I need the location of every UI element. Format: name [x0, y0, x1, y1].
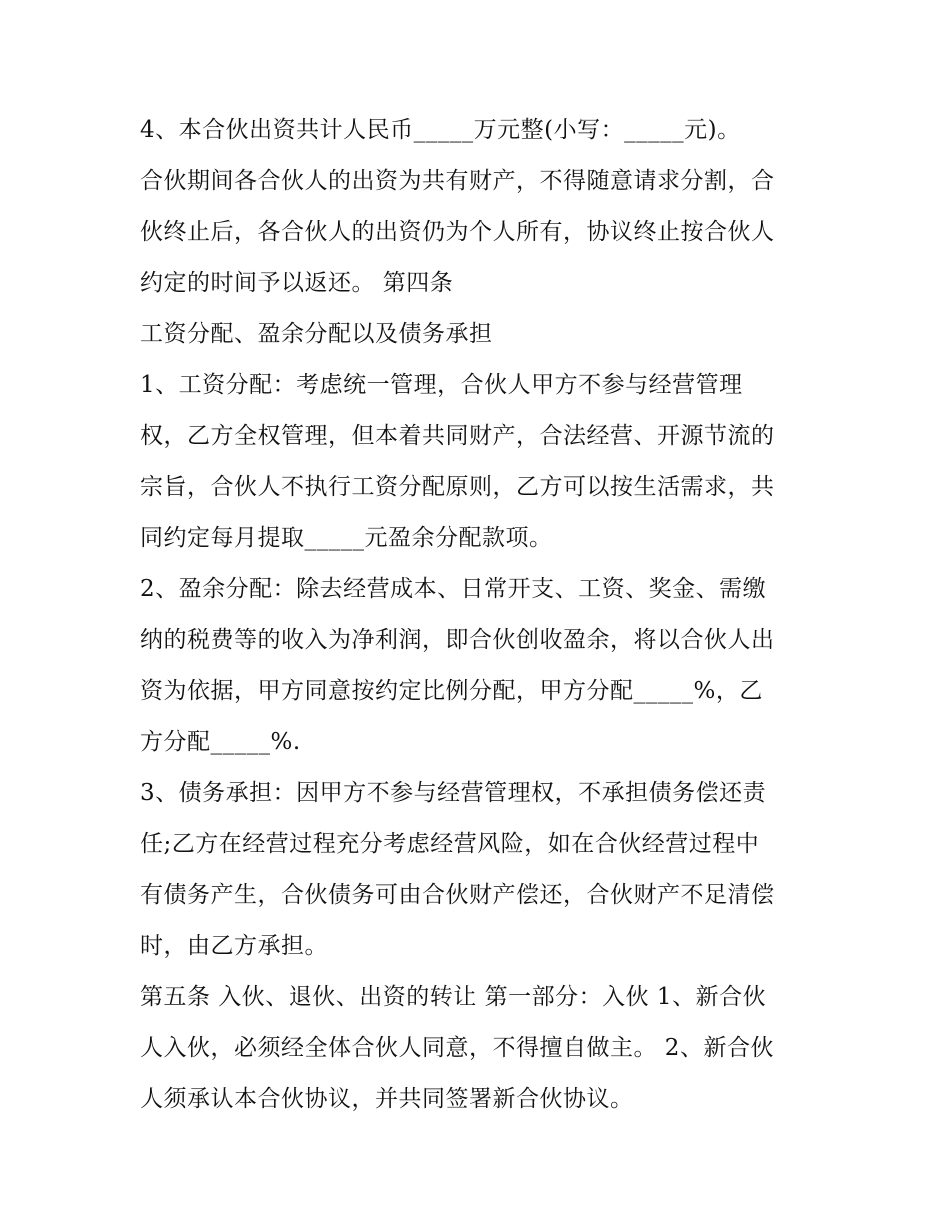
text-line: 权，乙方全权管理，但本着共同财产，合法经营、开源节流的 [140, 423, 775, 449]
text-line: 资为依据，甲方同意按约定比例分配，甲方分配_____%，乙 [140, 678, 763, 704]
text-line: 纳的税费等的收入为净利润，即合伙创收盈余，将以合伙人出 [140, 627, 775, 653]
document-body [140, 108, 820, 1128]
text-line: 伙终止后，各合伙人的出资仍为个人所有，协议终止按合伙人 [140, 219, 775, 245]
text-line: 3、债务承担：因甲方不参与经营管理权，不承担债务偿还责 [140, 780, 767, 806]
text-line: 2、盈余分配：除去经营成本、日常开支、工资、奖金、需缴 [140, 576, 767, 602]
text-line: 1、工资分配：考虑统一管理，合伙人甲方不参与经营管理 [140, 372, 743, 398]
text-line: 人须承认本合伙协议，并共同签署新合伙协议。 [140, 1086, 634, 1112]
text-line: 约定的时间予以返还。 第四条 [140, 270, 454, 296]
text-line: 宗旨，合伙人不执行工资分配原则，乙方可以按生活需求，共 [140, 474, 775, 500]
section-heading: 工资分配、盈余分配以及债务承担 [140, 321, 493, 347]
text-line: 有债务产生，合伙债务可由合伙财产偿还，合伙财产不足清偿 [140, 882, 775, 908]
text-line: 方分配_____%. [140, 729, 301, 755]
text-line: 时，由乙方承担。 [140, 933, 328, 959]
text-line: 合伙期间各合伙人的出资为共有财产，不得随意请求分割，合 [140, 168, 775, 194]
text-line: 同约定每月提取_____元盈余分配款项。 [140, 525, 553, 551]
text-line: 人入伙，必须经全体合伙人同意，不得擅自做主。 2、新合伙 [140, 1035, 774, 1061]
text-line: 任;乙方在经营过程充分考虑经营风险，如在合伙经营过程中 [140, 831, 760, 857]
text-line: 第五条 入伙、退伙、出资的转让 第一部分：入伙 1、新合伙 [140, 984, 767, 1010]
text-line: 4、本合伙出资共计人民币_____万元整(小写：_____元)。 [140, 117, 741, 143]
